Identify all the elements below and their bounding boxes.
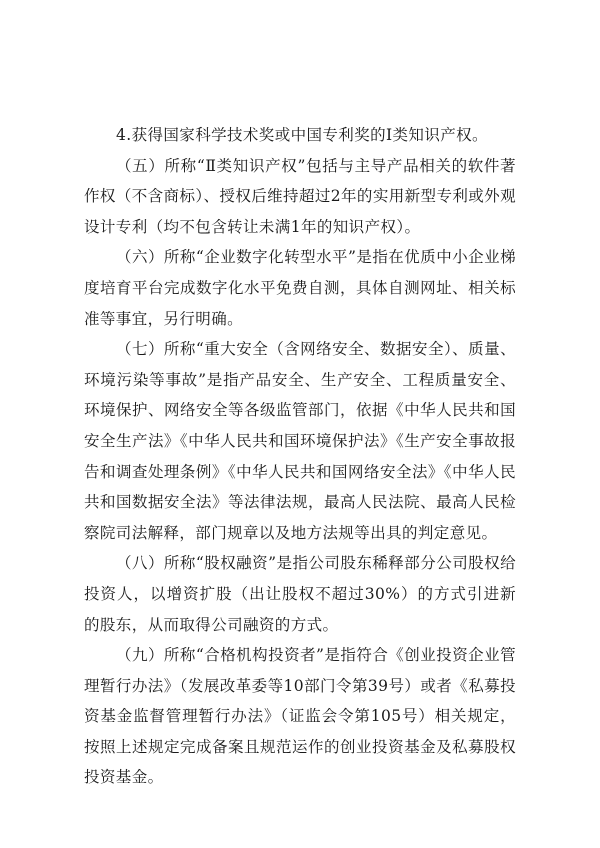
paragraph-clause-7: （七）所称“重大安全（含网络安全、数据安全）、质量、环境污染等事故”是指产品安全、生产安全、工程质量安全、环境保护、网络安全等各级监管部门，依据《中华人民共和国安全生产法》《中华人民共和国环境保护法》《生产安全事故报告和调查处理条例》《中华人民共和国网络安全法》《中华人民共和国数据安全法》等法律法规，最高人民法院、最高人民检察院司法解释，部门规章以及地方法规等出具的判定意见。 bbox=[84, 340, 516, 542]
paragraph-item-4: 4.获得国家科学技术奖或中国专利奖的Ⅰ类知识产权。 bbox=[116, 126, 488, 144]
paragraph-clause-6: （六）所称“企业数字化转型水平”是指在优质中小企业梯度培育平台完成数字化水平免费自测，具体自测网址、相关标准等事宜，另行明确。 bbox=[84, 248, 516, 328]
paragraph-clause-5: （五）所称“Ⅱ类知识产权”包括与主导产品相关的软件著作权（不含商标）、授权后维持超过2年的实用新型专利或外观设计专利（均不包含转让未满1年的知识产权）。 bbox=[84, 156, 516, 236]
paragraph-clause-9: （九）所称“合格机构投资者”是指符合《创业投资企业管理暂行办法》（发展改革委等10部门令第39号）或者《私募投资基金监督管理暂行办法》（证监会令第105号）相关规定，按照上述规定完成备案且规范运作的创业投资基金及私募股权投资基金。 bbox=[84, 646, 516, 787]
paragraph-clause-8: （八）所称“股权融资”是指公司股东稀释部分公司股权给投资人，以增资扩股（出让股权不超过30%）的方式引进新的股东，从而取得公司融资的方式。 bbox=[84, 554, 516, 634]
document-body bbox=[84, 120, 516, 793]
